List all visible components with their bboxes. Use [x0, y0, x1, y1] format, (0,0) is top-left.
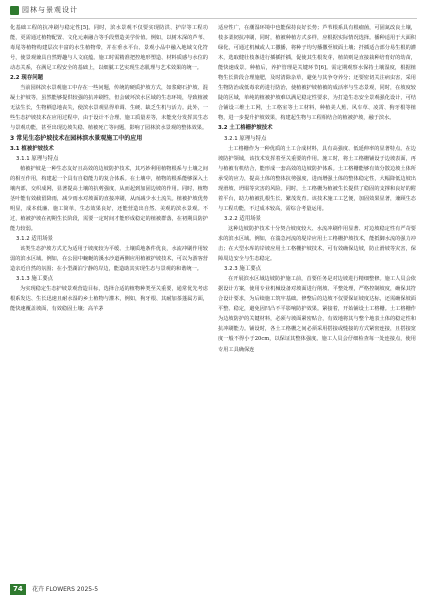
paragraph: 化基础工程的抗冲刷与稳定性[5]。同时，滨水景观不仅要实现防洪、护岸等工程功能，更需通过植物配置、文化元素融合等手段塑造美学价值。例如，以树木深的芦苇、毒尾等植物构建层次丰富的水生植物带，并在垂水平台、景观小品中融入地域文化符号，使景观兼具自然野趣与人文底蕴。施工时需精准把控地形塑造、材料质感与水位的动态关系，在满足工程安全的基础上，以细腻工艺实现生态肌理与艺术效果的统一。	[10, 25, 208, 72]
journal-name: 花卉 FLOWERS 2025-5	[32, 586, 99, 593]
left-column	[10, 23, 208, 578]
paragraph: 植被护坡是一种生态友好且高效的边坡防护技术，其巧妙利用植物根系与土壤之间的相互作用，构建起一个具有自稳能力的复合体系。在土壤中，植物的根系能够深入土壤内部，交织成网，显著提高土壤的抗剪强度，从而起到加固边坡的作用。同时，植物茎叶能有效截留降雨，减少雨水对坡面的直接冲刷，从而减少水土流失。植被护坡优势明显，成本低廉、施工简单，生态效果良好，还能营造出自然、美观的滨水景观。不过，植被护坡在初期生长阶段，需要一定时间才能形成稳定的植被群落，在初期具防护能力较弱。	[10, 165, 208, 232]
heading-3-1: 3.1 植被护坡技术	[10, 145, 54, 152]
paragraph: 该类生态护坡方式尤为适用于坡度较为平缓、土壤质地条件优良，水流冲刷作用较弱的滨水区域。例如，在公园中蜿蜒的溪水沙道两侧应用植被护坡技术，可以为游客营造亲近自然的氛围；在小型湖泊宁静的岸边，能造助其实现生态与景观的和谐统一。	[10, 246, 208, 273]
paragraph: 土工格栅作为一种优质的土工合成材料，具有高强度、低延伸率的显著特点。在边坡防护领域，该技术发挥着至关重要的作用。施工时，将土工格栅铺设于边坡表面，再与植被有机结合，能形成一套高效的边坡防护体系。土工格栅能够有效分散边坡土体所承受的应力，提高土体的整体抗剪强度，进而增强土体的整体稳定性，大幅降低边坡出现滑坡、坍塌等灾害的风险。同时，土工格栅为植被生长提供了稳固的支撑和良好的附着平台，助力植被扎根生长、繁茂发育。该技术施工工艺便，加固效果显著，兼顾生态与工程功能，不过成本较高，需综合考量运用。	[218, 145, 416, 212]
heading-3-2-3: 3.2.3 施工要点	[224, 266, 261, 273]
paragraph: 适应性广，在潮湿环境中也能保持良好长势；芦苇根系具有根瘤菌，可固氮改良土壤，枝多柔韧抗冲刷，同时，植被种植方式多样，应根据实际情况选择。播种适用于大面积绿化，可通过机械或人工撒播，将种子均匀播撒至坡面土壤；扦插适合部分易生根的灌木，选取健壮枝条进行插插扦插，促使其生根发芽，植苗则是直接栽种培育好的幼苗，能快速成景。种植后，养护管理是关键环节[6]。需定期观察水保持土壤湿度，根据植物生长阶段合理施肥，及时清除杂草，避免与其争夺养分；还要密切关注病虫害，采用生物防治或低毒农药进行防治，使植被护坡植被的成活率与生态景观，同时，在坡度较陡的区域，单纯的植被护坡难以满足稳定性要求，为打造生态安全景观强化设计，可结合铺设三维土工网，土工格室等土工材料，种植美人蕉、风车草、凌霄、狗牙根等植物，进一步提升护坡效果，构建起生物与工程相结合的植被护坡，融于滨水。	[218, 25, 416, 122]
heading-3-2-1: 3.2.1 原理与特点	[224, 135, 267, 142]
paragraph: 这种边坡防护技术十分契合坡度较大、水流冲刷作用显著、对边坡稳定性有严苛要求的滨水区域。例如，在湍急河流的堤岸应用土工格栅护坡技术，能抵御水流的强力冲击；在大型水库的岸坡应用土工格栅护坡技术，可有效确保边坡，防止滑坡等灾害，保障周边安全与生态稳定。	[218, 225, 416, 263]
paragraph: 为实现稳定生态护坡景观营造目标，选择合适的植物种类至关重要，通常优先考虑根系发达、生长迅速且耐水湿的乡土植物与灌木，例如，狗牙根、其耐加茶蓬属方面，能快速覆盖坡面，有效稳固土壤；高羊茅	[10, 286, 208, 313]
paragraph: 当前园林滨水景观施工中存在一些问题，传统的硬质护坡方式，如浆砌石护坡、混凝土护坡等，虽然能够提供较强的抗冲刷性，但会破坏滨水区域的生态环境，导致植被无法生长，生物栖息地丧失，使滨水景观显得单调、生硬、缺乏生机与活力。此外，一些生态护坡技术在应用过程中，由于设计不合理、施工质量差等，未能充分发挥其生态与景观功能，甚至出现边坡失稳、植被死亡等问题，影响了园林滨水景观的整体效果。	[10, 85, 208, 132]
page-footer	[10, 584, 417, 596]
heading-3-1-2: 3.1.2 适用场景	[16, 235, 53, 242]
heading-3-2-2: 3.2.2 适用场景	[224, 215, 261, 222]
heading-3-1-1: 3.1.1 原理与特点	[16, 155, 59, 162]
heading-3-2: 3.2 土工格栅护坡技术	[218, 125, 273, 132]
paragraph: 在开展滨水区域边坡防护施工前，首要任务是对边坡进行精细整修。施工人员会依据设计方案，使用专业机械设备对坡面进行削坡、平整处理，严格控制坡度，确保其符合设计要求，为后续施工筑牢基础。修整后的边坡不仅要保证坡度达标，还需确保坡面平整、稳定，避免因凹凸不平影响防护效果。紧接着，开始铺设土工格栅。土工格栅作为边坡防护的关键材料，必须与坡面紧密贴合，有效地将其与整个地表土体的稳定性和抗冲刷能力。铺设时，各土工格栅之间必须采用搭接或缝接的方式紧密连接，且搭接宽度一般不得小于20cm，以保证其整体强度。施工人员会仔细检查每一处连接点，使用专用工具确保连	[218, 276, 416, 353]
column-title: 园林与景观设计	[22, 6, 78, 14]
heading-3-1-3: 3.1.3 施工要点	[16, 276, 53, 283]
heading-2-2: 2.2 现存问题	[10, 75, 43, 82]
page-number: 74	[10, 584, 26, 595]
page-header	[10, 4, 417, 19]
right-column	[218, 23, 416, 578]
section-marker-icon	[10, 6, 19, 15]
heading-3: 3 常见生态护坡技术在园林滨水景观施工中的应用	[10, 134, 143, 142]
